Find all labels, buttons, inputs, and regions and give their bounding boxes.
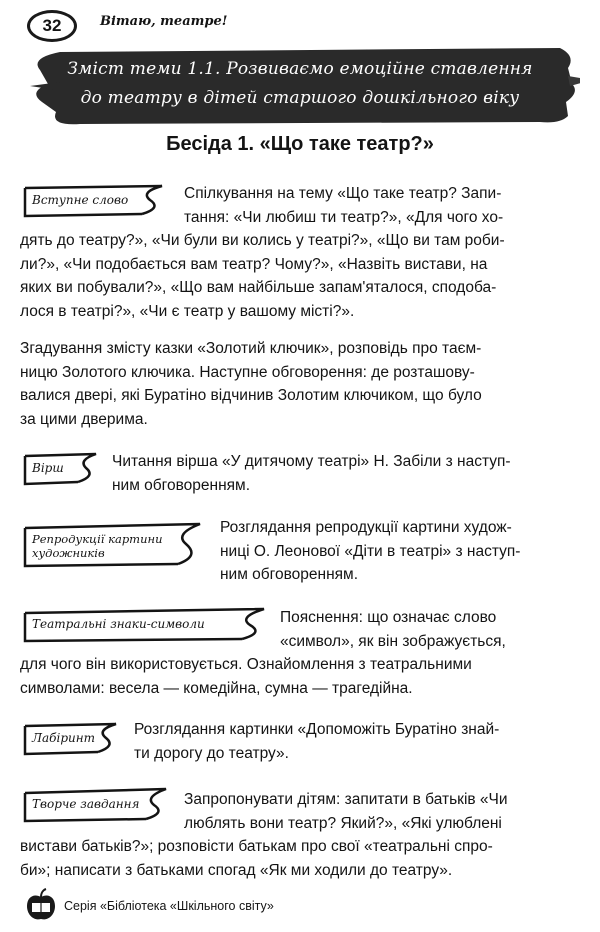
page-number: 32 <box>27 10 77 42</box>
tag-label: Творче завдання <box>32 797 140 811</box>
text-line: ниці О. Леонової «Діти в театрі» з наступ- <box>220 542 521 560</box>
section-creative-text-b <box>20 835 580 882</box>
text-line: вистави батьків?»; розповісти батькам про свої «театральні спро- <box>20 838 493 855</box>
section-tag-creative-task <box>22 785 172 825</box>
text-line: ли?», «Чи подобається вам театр? Чому?», «Назвіть вистави, на <box>20 255 488 273</box>
section-poem-text <box>112 450 580 497</box>
section-symbols-text-b <box>20 653 580 700</box>
text-line: ницю Золотого ключика. Наступне обговорення: де розташову- <box>20 363 475 381</box>
conversation-heading: Бесіда 1. «Що таке театр?» <box>166 133 434 155</box>
text-line: Розглядання картинки «Допоможіть Буратіно знай- <box>134 721 500 738</box>
topic-banner <box>20 46 580 126</box>
text-line: Спілкування на тему «Що таке театр? Запи- <box>184 185 502 202</box>
section-creative-text-a <box>184 788 580 835</box>
text-line: би»; написати з батьками спогад «Як ми ходили до театру». <box>20 861 453 879</box>
text-line: Пояснення: що означає слово <box>280 609 497 626</box>
text-line: за цими дверима. <box>20 410 148 428</box>
section-symbols-text-a <box>280 606 580 653</box>
text-line: Розглядання репродукції картини худож- <box>220 519 512 536</box>
page-footer <box>24 888 584 924</box>
text-line: яких ви побували?», «Що вам найбільше запам'яталося, сподоба- <box>20 279 497 296</box>
text-line: дять до театру?», «Чи були ви колись у театрі?», «Що ви там роби- <box>20 232 505 249</box>
tag-label <box>32 532 162 560</box>
text-line: символами: весела — комедійна, сумна — трагедійна. <box>20 679 413 697</box>
section-intro-text-a <box>184 182 580 229</box>
text-line: Читання вірша «У дитячому театрі» Н. Забіли з наступ- <box>112 453 511 470</box>
banner-line-1: Зміст теми 1.1. Розвиваємо емоційне ставлення <box>67 59 533 79</box>
tag-label: Вірш <box>32 461 64 475</box>
section-reproductions-text <box>220 516 580 587</box>
text-line: Згадування змісту казки «Золотий ключик», розповідь про таєм- <box>20 340 482 357</box>
text-line: ним обговоренням. <box>220 566 359 583</box>
section-golden-key-text <box>20 337 580 431</box>
section-intro-text-b <box>20 229 580 323</box>
text-line: Запропонувати дітям: запитати в батьків «Чи <box>184 791 508 808</box>
text-line: тання: «Чи любиш ти театр?», «Для чого хо- <box>184 208 504 226</box>
tag-label: Театральні знаки-символи <box>32 617 205 631</box>
section-tag-intro <box>22 180 172 220</box>
text-line: для чого він використовується. Ознайомлення з театральними <box>20 656 472 673</box>
text-line: ти дорогу до театру». <box>134 744 289 762</box>
banner-line-2: до театру в дітей старшого дошкільного віку <box>80 88 520 108</box>
text-line: люблять вони театр? Який?», «Які улюблені <box>184 814 502 832</box>
series-title: Серія «Бібліотека «Шкільного світу» <box>64 899 274 913</box>
section-tag-reproductions <box>22 520 207 570</box>
text-line: «символ», як він зображується, <box>280 632 506 650</box>
tag-label: Вступне слово <box>32 193 129 207</box>
running-title: Вітаю, театре! <box>100 14 228 29</box>
text-line: валися двері, які Буратіно відчинив Золотим ключиком, що було <box>20 387 482 404</box>
section-labyrinth-text <box>134 718 580 765</box>
section-tag-theatre-symbols <box>22 605 272 645</box>
text-line: ним обговоренням. <box>112 476 251 494</box>
tag-label-line-2: художників <box>32 546 105 560</box>
section-tag-poem <box>22 448 102 488</box>
banner-title <box>20 55 580 113</box>
apple-book-icon <box>24 888 58 922</box>
tag-label-line-1: Репродукції картини <box>32 532 163 546</box>
section-tag-labyrinth <box>22 718 122 758</box>
tag-label: Лабіринт <box>32 731 96 745</box>
text-line: лося в театрі?», «Чи є театр у вашому місті?». <box>20 302 355 320</box>
